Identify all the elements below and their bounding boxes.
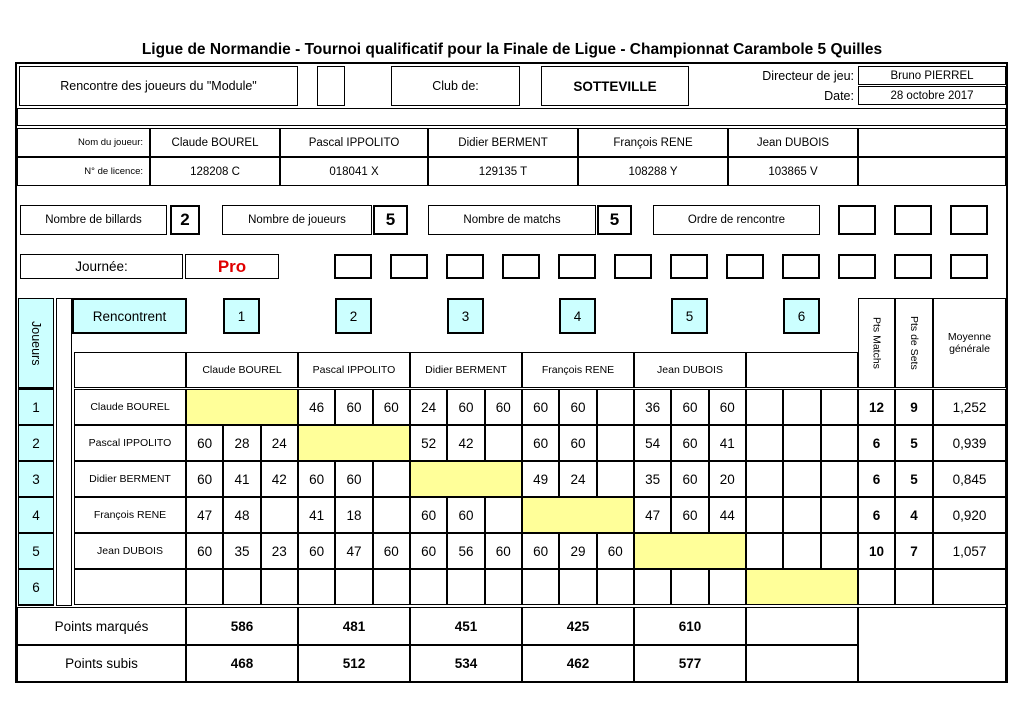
col-player-name <box>746 352 858 388</box>
matchs-label: Nombre de matchs <box>428 205 596 235</box>
set-score: 24 <box>559 461 596 497</box>
ordre-box[interactable] <box>950 205 988 235</box>
journee-label: Journée: <box>20 254 183 279</box>
player-name: Didier BERMENT <box>428 128 578 157</box>
grid-corner <box>74 352 186 388</box>
set-score <box>746 533 783 569</box>
journee-box[interactable] <box>950 254 988 279</box>
points-marques-value: 610 <box>634 607 746 645</box>
points-subis-value: 534 <box>410 645 522 682</box>
set-score <box>671 569 708 605</box>
points-subis-label: Points subis <box>17 645 186 682</box>
directeur-value: Bruno PIERREL <box>858 66 1006 85</box>
moyenne: 0,939 <box>933 425 1006 461</box>
self-match-cell <box>634 533 746 569</box>
row-number: 3 <box>18 461 54 497</box>
row-number: 5 <box>18 533 54 569</box>
col-player-name: Didier BERMENT <box>410 352 522 388</box>
matchs-value: 5 <box>597 205 632 235</box>
row-player-name: François RENE <box>74 497 186 533</box>
set-score <box>597 425 634 461</box>
set-score: 44 <box>709 497 746 533</box>
set-score <box>597 569 634 605</box>
club-value: SOTTEVILLE <box>541 66 689 106</box>
row-number: 2 <box>18 425 54 461</box>
set-score: 60 <box>186 533 223 569</box>
player-name: Pascal IPPOLITO <box>280 128 428 157</box>
pts-sets-header: Pts de Sets <box>895 298 933 388</box>
pts-matchs: 12 <box>858 389 895 425</box>
points-subis-value: 577 <box>634 645 746 682</box>
set-score: 60 <box>373 389 410 425</box>
points-marques-value: 586 <box>186 607 298 645</box>
moyenne: 1,252 <box>933 389 1006 425</box>
pts-matchs: 6 <box>858 497 895 533</box>
set-score: 36 <box>634 389 671 425</box>
player-name: Jean DUBOIS <box>728 128 858 157</box>
empty-cell <box>858 128 1006 157</box>
set-score <box>373 461 410 497</box>
row-player-name: Didier BERMENT <box>74 461 186 497</box>
row-number: 6 <box>18 569 54 605</box>
moyenne: 0,845 <box>933 461 1006 497</box>
header-empty-box <box>317 66 345 106</box>
set-score <box>783 497 820 533</box>
set-score <box>783 425 820 461</box>
nom-label: Nom du joueur: <box>17 128 150 157</box>
set-score: 60 <box>671 461 708 497</box>
set-score: 60 <box>559 425 596 461</box>
joueurs-label: Nombre de joueurs <box>222 205 372 235</box>
set-score: 52 <box>410 425 447 461</box>
col-player-name: Claude BOUREL <box>186 352 298 388</box>
set-score: 60 <box>671 425 708 461</box>
set-score <box>783 533 820 569</box>
set-score: 24 <box>261 425 298 461</box>
round-number: 3 <box>447 298 484 334</box>
pts-sets: 9 <box>895 389 933 425</box>
set-score <box>522 569 559 605</box>
pts-matchs: 6 <box>858 461 895 497</box>
round-number: 6 <box>783 298 820 334</box>
set-score <box>746 425 783 461</box>
set-score <box>783 389 820 425</box>
set-score: 60 <box>447 497 484 533</box>
set-score: 60 <box>559 389 596 425</box>
set-score <box>186 569 223 605</box>
row-player-name <box>74 569 186 605</box>
set-score: 60 <box>522 533 559 569</box>
pts-matchs: 10 <box>858 533 895 569</box>
set-score <box>821 533 858 569</box>
set-score: 41 <box>223 461 260 497</box>
player-licence: 018041 X <box>280 157 428 186</box>
rencontre-label: Rencontre des joueurs du "Module" <box>19 66 298 106</box>
set-score: 60 <box>335 389 372 425</box>
journee-box[interactable] <box>894 254 932 279</box>
pts-sets: 5 <box>895 425 933 461</box>
set-score <box>485 425 522 461</box>
set-score: 60 <box>373 533 410 569</box>
set-score <box>298 569 335 605</box>
pts-sets: 5 <box>895 461 933 497</box>
page-title: Ligue de Normandie - Tournoi qualificatif pour la Finale de Ligue - Championnat Carambole 5 Quilles <box>141 41 883 58</box>
set-score <box>335 569 372 605</box>
points-marques-value: 425 <box>522 607 634 645</box>
round-number: 4 <box>559 298 596 334</box>
empty-cell <box>858 607 1006 682</box>
pts-sets <box>895 569 933 605</box>
journee-box[interactable] <box>614 254 652 279</box>
date-label: Date: <box>824 88 854 103</box>
player-licence: 128208 C <box>150 157 280 186</box>
player-licence: 129135 T <box>428 157 578 186</box>
set-score: 60 <box>671 497 708 533</box>
set-score <box>821 497 858 533</box>
set-score <box>261 569 298 605</box>
set-score <box>634 569 671 605</box>
moyenne <box>933 569 1006 605</box>
player-name: François RENE <box>578 128 728 157</box>
set-score <box>821 389 858 425</box>
set-score <box>447 569 484 605</box>
club-label: Club de: <box>391 66 520 106</box>
journee-box[interactable] <box>670 254 708 279</box>
set-score <box>485 569 522 605</box>
moyenne: 0,920 <box>933 497 1006 533</box>
set-score: 41 <box>709 425 746 461</box>
set-score: 60 <box>485 389 522 425</box>
empty-cell <box>746 645 858 682</box>
set-score: 60 <box>522 425 559 461</box>
set-score: 35 <box>223 533 260 569</box>
set-score: 47 <box>186 497 223 533</box>
points-marques-value: 451 <box>410 607 522 645</box>
journee-box[interactable] <box>726 254 764 279</box>
journee-box[interactable] <box>390 254 428 279</box>
player-licence: 103865 V <box>728 157 858 186</box>
set-score: 60 <box>410 533 447 569</box>
date-value: 28 octobre 2017 <box>858 86 1006 105</box>
ordre-label: Ordre de rencontre <box>653 205 820 235</box>
col-player-name: Pascal IPPOLITO <box>298 352 410 388</box>
row-player-name: Pascal IPPOLITO <box>74 425 186 461</box>
set-score <box>783 461 820 497</box>
set-score <box>597 461 634 497</box>
set-score: 18 <box>335 497 372 533</box>
journee-box[interactable] <box>334 254 372 279</box>
set-score: 60 <box>335 461 372 497</box>
set-score: 60 <box>410 497 447 533</box>
directeur-label: Directeur de jeu: <box>762 68 854 83</box>
row-player-name: Claude BOUREL <box>74 389 186 425</box>
set-score: 60 <box>522 389 559 425</box>
moyenne: 1,057 <box>933 533 1006 569</box>
col-player-name: Jean DUBOIS <box>634 352 746 388</box>
ordre-box[interactable] <box>838 205 876 235</box>
moyenne-header: Moyenne générale <box>933 298 1006 388</box>
set-score <box>821 461 858 497</box>
journee-box[interactable] <box>838 254 876 279</box>
spacer-band <box>17 108 1006 126</box>
set-score: 60 <box>298 461 335 497</box>
set-score: 41 <box>298 497 335 533</box>
set-score <box>410 569 447 605</box>
points-subis-value: 468 <box>186 645 298 682</box>
set-score <box>746 461 783 497</box>
set-score <box>821 425 858 461</box>
row-number: 1 <box>18 389 54 425</box>
set-score <box>373 569 410 605</box>
self-match-cell <box>746 569 858 605</box>
set-score <box>746 389 783 425</box>
set-score: 60 <box>447 389 484 425</box>
ordre-box[interactable] <box>894 205 932 235</box>
points-subis-value: 512 <box>298 645 410 682</box>
set-score: 60 <box>186 461 223 497</box>
set-score: 60 <box>485 533 522 569</box>
billards-label: Nombre de billards <box>20 205 167 235</box>
journee-value: Pro <box>185 254 279 279</box>
round-number: 5 <box>671 298 708 334</box>
rencontrent-header: Rencontrent <box>72 298 187 334</box>
set-score: 20 <box>709 461 746 497</box>
journee-box[interactable] <box>558 254 596 279</box>
set-score: 60 <box>597 533 634 569</box>
pts-sets: 4 <box>895 497 933 533</box>
set-score: 23 <box>261 533 298 569</box>
set-score: 47 <box>634 497 671 533</box>
self-match-cell <box>410 461 522 497</box>
set-score: 47 <box>335 533 372 569</box>
journee-box[interactable] <box>502 254 540 279</box>
set-score <box>373 497 410 533</box>
joueurs-header: Joueurs <box>18 298 54 388</box>
set-score <box>746 497 783 533</box>
set-score <box>709 569 746 605</box>
pts-sets: 7 <box>895 533 933 569</box>
set-score: 42 <box>447 425 484 461</box>
set-score: 60 <box>709 389 746 425</box>
set-score: 56 <box>447 533 484 569</box>
player-name: Claude BOUREL <box>150 128 280 157</box>
col-player-name: François RENE <box>522 352 634 388</box>
billards-value: 2 <box>170 205 200 235</box>
pts-matchs: 6 <box>858 425 895 461</box>
set-score: 46 <box>298 389 335 425</box>
licence-label: N° de licence: <box>17 157 150 186</box>
set-score: 60 <box>298 533 335 569</box>
set-score: 42 <box>261 461 298 497</box>
set-score <box>485 497 522 533</box>
self-match-cell <box>522 497 634 533</box>
set-score: 60 <box>186 425 223 461</box>
row-number: 4 <box>18 497 54 533</box>
set-score <box>559 569 596 605</box>
set-score: 60 <box>671 389 708 425</box>
player-licence: 108288 Y <box>578 157 728 186</box>
empty-cell <box>746 607 858 645</box>
joueurs-value: 5 <box>373 205 408 235</box>
journee-box[interactable] <box>782 254 820 279</box>
set-score: 29 <box>559 533 596 569</box>
row-player-name: Jean DUBOIS <box>74 533 186 569</box>
set-score: 28 <box>223 425 260 461</box>
set-score <box>597 389 634 425</box>
self-match-cell <box>186 389 298 425</box>
empty-cell <box>858 157 1006 186</box>
set-score <box>261 497 298 533</box>
journee-box[interactable] <box>446 254 484 279</box>
points-marques-label: Points marqués <box>17 607 186 645</box>
set-score: 35 <box>634 461 671 497</box>
set-score: 48 <box>223 497 260 533</box>
set-score: 49 <box>522 461 559 497</box>
self-match-cell <box>298 425 410 461</box>
set-score: 24 <box>410 389 447 425</box>
points-subis-value: 462 <box>522 645 634 682</box>
round-number: 1 <box>223 298 260 334</box>
points-marques-value: 481 <box>298 607 410 645</box>
round-number: 2 <box>335 298 372 334</box>
separator-column <box>56 298 72 606</box>
set-score: 54 <box>634 425 671 461</box>
pts-matchs <box>858 569 895 605</box>
set-score <box>223 569 260 605</box>
pts-matchs-header: Pts Matchs <box>858 298 895 388</box>
